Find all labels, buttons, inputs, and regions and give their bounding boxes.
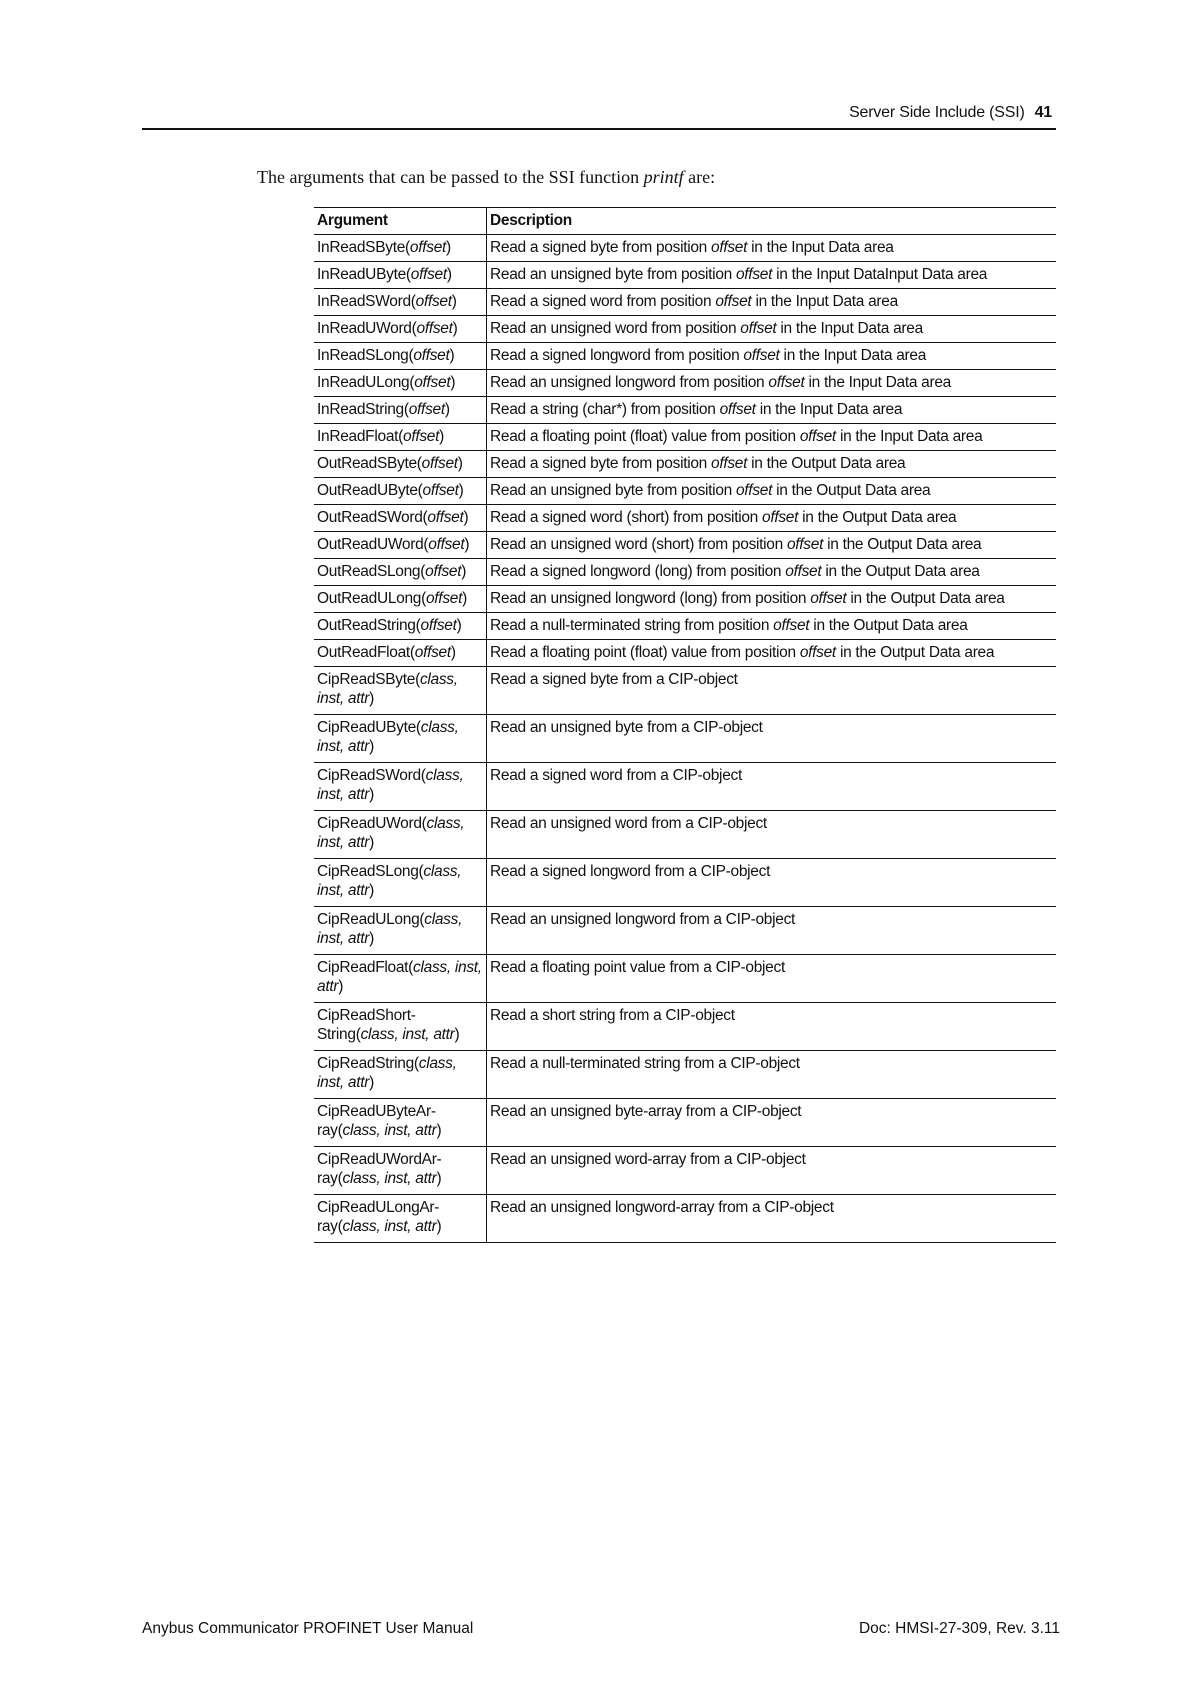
function-name: InReadSByte( [317,239,410,256]
function-name: OutReadSWord( [317,509,428,526]
function-params: class, inst, attr [317,671,458,707]
description-text-end: in the Output Data area [798,509,957,526]
description-cell [487,1003,1057,1051]
description-text-end: in the Output Data area [809,617,968,634]
description-emphasis: offset [743,347,780,364]
function-params: class, inst, attr [360,1026,455,1043]
description-cell [487,424,1057,451]
function-params: class, inst, attr [317,1055,457,1091]
description-cell [487,316,1057,343]
description-cell [487,955,1057,1003]
description-cell [487,289,1057,316]
description-text-end: in the Input Data area [835,428,983,445]
description-text: Read an unsigned longword from a CIP-object [490,911,796,928]
description-text-end: in the Input DataInput Data area [772,266,988,283]
description-text: Read a short string from a CIP-object [490,1007,735,1024]
function-params: offset [410,266,447,283]
function-name: CipReadShort-String( [317,1007,416,1043]
function-name: OutReadSByte( [317,455,422,472]
description-text: Read a signed longword from a CIP-object [490,863,771,880]
function-close: ) [446,239,451,256]
page-header [142,100,1056,130]
description-text: Read a signed byte from a CIP-object [490,671,738,688]
function-close: ) [450,374,456,391]
argument-cell [314,955,487,1003]
function-name: CipReadUByte( [317,719,421,736]
function-name: InReadUByte( [317,266,411,283]
function-params: offset [425,590,463,607]
function-name: CipReadULong( [317,911,425,928]
table-row [314,289,1056,316]
function-params: class, inst, attr [342,1122,437,1139]
function-params: offset [414,374,451,391]
description-emphasis: offset [715,293,752,310]
function-params: class, inst, attr [317,911,463,947]
function-close: ) [450,644,456,661]
function-params: offset [422,482,459,499]
table-row [314,955,1056,1003]
description-text-end: in the Input Data area [804,374,951,391]
description-cell [487,532,1057,559]
function-close: ) [369,786,375,803]
function-name: OutReadFloat( [317,644,415,661]
table-row [314,235,1056,262]
argument-cell [314,1195,487,1243]
header-text [849,104,1052,122]
description-text-end: in the Output Data area [747,455,906,472]
header-section-title: Server Side Include (SSI) [849,104,1025,121]
table-row [314,586,1056,613]
description-emphasis: offset [740,320,777,337]
table-row [314,907,1056,955]
description-text: Read an unsigned longword (long) from position [490,590,811,607]
argument-cell [314,640,487,667]
description-text: Read an unsigned byte-array from a CIP-object [490,1103,802,1120]
table-row [314,1195,1056,1243]
description-cell [487,370,1057,397]
description-text: Read an unsigned byte from a CIP-object [490,719,763,736]
description-text: Read a signed byte from position [490,455,712,472]
argument-cell [314,397,487,424]
description-cell [487,397,1057,424]
argument-cell [314,811,487,859]
table-row [314,1003,1056,1051]
table-header-row [314,208,1056,235]
table-row [314,613,1056,640]
function-close: ) [451,293,457,310]
description-text: Read a signed word from a CIP-object [490,767,742,784]
description-text-end: in the Input Data area [776,320,923,337]
function-name: CipReadString( [317,1055,419,1072]
description-emphasis: offset [810,590,847,607]
description-text: Read a signed longword (long) from position [490,563,786,580]
argument-cell [314,370,487,397]
function-close: ) [454,1026,460,1043]
function-close: ) [369,834,375,851]
function-params: class, inst, attr [342,1170,437,1187]
description-emphasis: offset [768,374,805,391]
argument-cell [314,289,487,316]
function-name: CipReadULongAr-ray( [317,1199,440,1235]
function-close: ) [461,563,467,580]
function-params: offset [416,320,453,337]
function-params: offset [403,428,440,445]
function-name: OutReadUByte( [317,482,423,499]
function-params: offset [421,455,458,472]
argument-cell [314,532,487,559]
argument-cell [314,1051,487,1099]
function-close: ) [439,428,445,445]
function-close: ) [369,690,375,707]
function-params: offset [413,347,450,364]
description-text: Read a signed word (short) from position [490,509,762,526]
description-text-end: in the Input Data area [751,293,898,310]
description-text: Read an unsigned word from position [490,320,741,337]
function-close: ) [436,1218,442,1235]
description-text: Read an unsigned byte from position [490,266,736,283]
argument-cell [314,586,487,613]
function-params: class, inst, attr [317,719,459,755]
function-name: CipReadSLong( [317,863,424,880]
description-cell [487,586,1057,613]
description-text: Read a floating point (float) value from position [490,644,800,661]
description-cell [487,478,1057,505]
function-close: ) [444,401,450,418]
description-text-end: in the Output Data area [823,536,982,553]
argument-cell [314,1099,487,1147]
description-text-end: in the Output Data area [835,644,995,661]
function-params: offset [425,563,462,580]
table-row [314,262,1056,289]
description-emphasis: offset [735,482,773,499]
argument-cell [314,763,487,811]
function-name: CipReadSWord( [317,767,426,784]
description-text: Read a floating point (float) value from position [490,428,800,445]
description-text: Read an unsigned word-array from a CIP-object [490,1151,806,1168]
intro-function-name: printf [643,167,684,187]
intro-paragraph [257,167,715,188]
argument-cell [314,613,487,640]
function-params: offset [427,509,464,526]
argument-column-header: Argument [314,208,487,235]
description-text: Read a signed word from position [490,293,716,310]
description-cell [487,613,1057,640]
function-close: ) [452,320,458,337]
table-row [314,559,1056,586]
description-cell [487,811,1057,859]
argument-cell [314,316,487,343]
table-row [314,343,1056,370]
table-row [314,532,1056,559]
table-row [314,370,1056,397]
function-params: offset [428,536,465,553]
function-close: ) [369,1074,375,1091]
table-row [314,316,1056,343]
function-params: class, inst, attr [317,767,464,803]
function-name: OutReadSLong( [317,563,426,580]
description-cell [487,451,1057,478]
table-row [314,451,1056,478]
function-name: CipReadFloat( [317,959,414,976]
description-cell [487,715,1057,763]
function-name: CipReadSByte( [317,671,420,688]
function-name: CipReadUWordAr-ray( [317,1151,442,1187]
description-cell [487,640,1057,667]
description-emphasis: offset [799,428,836,445]
function-close: ) [463,509,469,526]
function-params: offset [415,293,452,310]
description-cell [487,1051,1057,1099]
description-cell [487,1195,1057,1243]
function-close: ) [369,930,375,947]
table-row [314,1099,1056,1147]
description-emphasis: offset [762,509,799,526]
description-text: Read an unsigned word from a CIP-object [490,815,767,832]
description-cell [487,763,1057,811]
argument-cell [314,451,487,478]
function-name: InReadULong( [317,374,415,391]
function-close: ) [458,482,464,499]
arguments-table [314,207,1056,1243]
description-text: Read a floating point value from a CIP-object [490,959,785,976]
function-close: ) [338,978,344,995]
table-row [314,667,1056,715]
function-close: ) [449,347,455,364]
description-text: Read a null-terminated string from position [490,617,774,634]
description-emphasis: offset [786,536,824,553]
table-row [314,424,1056,451]
function-close: ) [462,590,467,607]
description-cell [487,1147,1057,1195]
description-cell [487,343,1057,370]
description-cell [487,667,1057,715]
description-text: Read a signed longword from position [490,347,744,364]
header-page-number: 41 [1034,104,1052,121]
description-text: Read a signed byte from position [490,239,712,256]
argument-cell [314,343,487,370]
argument-cell [314,262,487,289]
function-params: offset [408,401,445,418]
function-name: CipReadUByteAr-ray( [317,1103,436,1139]
table-row [314,763,1056,811]
description-text: Read an unsigned byte from position [490,482,736,499]
function-close: ) [369,738,375,755]
function-name: OutReadString( [317,617,421,634]
function-params: class, inst, attr [342,1218,437,1235]
description-cell [487,559,1057,586]
table-row [314,811,1056,859]
description-column-header: Description [487,208,1057,235]
argument-cell [314,424,487,451]
description-cell [487,262,1057,289]
function-close: ) [436,1122,442,1139]
description-emphasis: offset [711,239,748,256]
description-emphasis: offset [719,401,756,418]
function-name: InReadUWord( [317,320,417,337]
description-text: Read a null-terminated string from a CIP-object [490,1055,800,1072]
function-name: OutReadUWord( [317,536,429,553]
description-emphasis: offset [799,644,836,661]
footer-doc-id: Doc: HMSI-27-309, Rev. 3.11 [858,1620,1060,1637]
function-close: ) [464,536,470,553]
function-params: offset [409,239,447,256]
description-emphasis: offset [735,266,773,283]
argument-cell [314,907,487,955]
function-params: class, inst, attr [317,815,465,851]
description-cell [487,505,1057,532]
footer-manual-title: Anybus Communicator PROFINET User Manual [142,1620,474,1637]
description-cell [487,235,1057,262]
function-name: InReadString( [317,401,409,418]
description-text: Read an unsigned word (short) from position [490,536,787,553]
description-cell [487,859,1057,907]
description-text-end: in the Output Data area [772,482,931,499]
table-row [314,505,1056,532]
description-text-end: in the Input Data area [755,401,903,418]
function-name: InReadSWord( [317,293,416,310]
function-close: ) [436,1170,442,1187]
argument-cell [314,715,487,763]
description-cell [487,907,1057,955]
description-emphasis: offset [711,455,748,472]
function-params: offset [420,617,457,634]
function-name: InReadFloat( [317,428,404,445]
table-row [314,859,1056,907]
table-row [314,397,1056,424]
description-text-end: in the Output Data area [821,563,980,580]
table-row [314,1051,1056,1099]
argument-cell [314,1147,487,1195]
description-emphasis: offset [785,563,822,580]
argument-cell [314,559,487,586]
description-text: Read a string (char*) from position [490,401,720,418]
description-text-end: in the Input Data area [779,347,927,364]
table-row [314,1147,1056,1195]
description-cell [487,1099,1057,1147]
intro-text: The arguments that can be passed to the SSI function [257,167,644,187]
argument-cell [314,859,487,907]
argument-cell [314,235,487,262]
argument-cell [314,1003,487,1051]
table-row [314,478,1056,505]
function-close: ) [456,617,462,634]
function-close: ) [446,266,452,283]
function-params: class, inst, attr [317,863,462,899]
intro-text-end: are: [683,167,716,187]
function-params: offset [414,644,451,661]
description-text-end: in the Input Data area [747,239,894,256]
argument-cell [314,478,487,505]
argument-cell [314,667,487,715]
argument-cell [314,505,487,532]
table-row [314,715,1056,763]
function-name: CipReadUWord( [317,815,427,832]
table-row [314,640,1056,667]
function-name: OutReadULong( [317,590,426,607]
function-name: InReadSLong( [317,347,414,364]
description-text: Read an unsigned longword-array from a CIP-object [490,1199,834,1216]
function-close: ) [457,455,463,472]
function-params: class, inst, attr [317,959,482,995]
description-text: Read an unsigned longword from position [490,374,769,391]
description-text-end: in the Output Data area [846,590,1005,607]
description-emphasis: offset [773,617,810,634]
function-close: ) [369,882,375,899]
